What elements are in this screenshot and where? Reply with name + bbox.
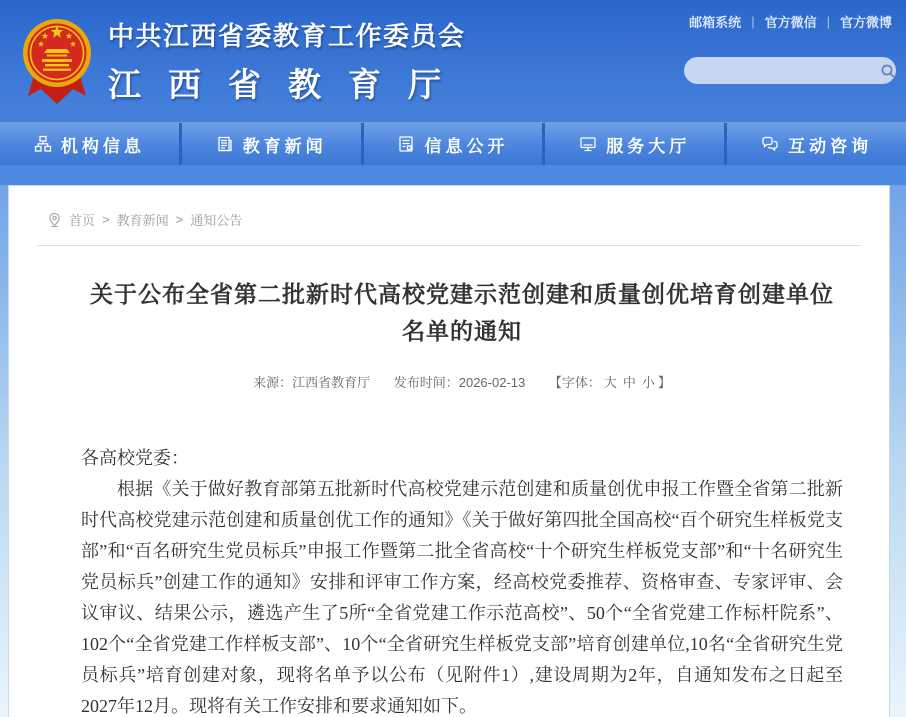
nav-label: 机构信息 [60,136,145,156]
breadcrumb-edu-news[interactable]: 教育新闻 [116,213,169,228]
page-title [81,276,843,350]
font-size-medium-button[interactable]: 中 [622,375,636,390]
document-icon [397,135,415,153]
site-header [0,0,906,185]
breadcrumb-home[interactable]: 首页 [69,213,96,228]
nav-label: 服务大厅 [606,136,691,156]
article-body [81,443,843,717]
nav-label: 教育新闻 [242,136,327,156]
nav-item-org-info[interactable] [0,123,179,165]
font-switch-suffix: 】 [657,375,671,390]
breadcrumb-separator: > [102,212,110,227]
org-committee-title: 中共江西省委教育工作委员会 [108,21,466,51]
breadcrumb [9,186,889,245]
sitemap-icon [34,135,52,153]
article-meta [81,372,843,391]
meta-source [253,375,370,390]
search-input[interactable] [684,63,880,78]
font-size-small-button[interactable]: 小 [641,375,655,390]
nav-label: 信息公开 [424,136,509,156]
nav-label: 互动咨询 [788,136,873,156]
title-line-1: 关于公布全省第二批新时代高校党建示范创建和质量创优培育创建单位 [90,281,834,307]
topbar-separator: | [826,14,830,29]
topbar-links [689,12,892,31]
meta-source-label: 来源： [253,375,293,390]
meta-time-value: 2026-02-13 [458,375,526,390]
topbar-link-mail[interactable]: 邮箱系统 [689,15,742,30]
chat-icon [761,135,779,153]
body-paragraph: 根据《关于做好教育部第五批新时代高校党建示范创建和质量创优申报工作暨全省第二批新时代高校党建示范创建和质量创优工作的通知》《关于做好第四批全国高校“百个研究生样板党支部”和“百名研究生党员标兵”申报工作暨第二批全省高校“十个研究生样板党支部”和“十名研究生党员标兵”创建工作的通知》安排和评审工作方案，经高校党委推荐、资格审查、专家评审、会议审议、结果公示，遴选产生了5所“全省党建工作示范高校”、50个“全省党建工作标杆院系”、102个“全省党建工作样板支部”、10个“全省研究生样板党支部”培育创建单位,10名“全省研究生党员标兵”培育创建对象，现将名单予以公布（见附件1）,建设周期为2年，自通知发布之日起至2027年12月。现将有关工作安排和要求通知如下。 [81,479,843,716]
nav-item-consultation[interactable] [727,123,906,165]
national-emblem-icon [20,16,94,106]
nav-item-service-hall[interactable] [545,123,724,165]
font-size-large-button[interactable]: 大 [603,375,617,390]
breadcrumb-separator: > [175,212,184,227]
nav-item-edu-news[interactable] [182,123,361,165]
search-bar [684,57,896,84]
meta-time [394,375,526,390]
topbar-separator: | [751,14,755,29]
article [9,246,889,717]
breadcrumb-notices[interactable]: 通知公告 [190,213,243,228]
title-line-2: 名单的通知 [402,318,522,344]
department-title: 江西省教育厅 [108,66,468,103]
meta-time-label: 发布时间： [393,375,459,390]
brand-text [108,16,468,106]
topbar-link-weibo[interactable]: 官方微博 [839,15,892,30]
nav-item-info-disclosure[interactable] [364,123,543,165]
main-nav [0,122,906,165]
salutation-paragraph: 各高校党委： [81,448,189,468]
topbar-link-wechat[interactable]: 官方微信 [764,15,817,30]
site-brand [20,16,468,106]
search-icon [880,63,896,79]
location-pin-icon [47,212,62,228]
font-switch-prefix: 【字体： [548,375,601,390]
search-button[interactable] [880,57,896,84]
monitor-icon [579,135,597,153]
meta-font-switcher [549,375,671,390]
meta-source-value: 江西省教育厅 [292,375,371,390]
newspaper-icon [216,135,234,153]
content-panel [8,185,890,717]
